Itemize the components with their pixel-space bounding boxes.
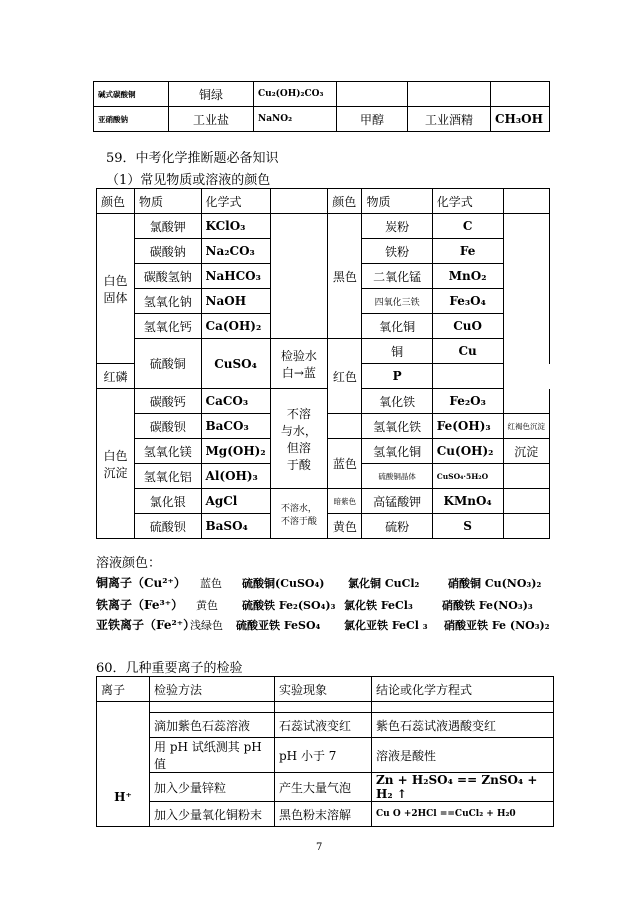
- method-cell: 用 pH 试纸测其 pH 值: [150, 738, 275, 773]
- top-table: [93, 81, 550, 132]
- header-cell: 物质: [135, 189, 201, 214]
- formula: CuO: [432, 314, 503, 339]
- substance-name: 氢氧化镁: [135, 439, 201, 464]
- substance-name: 氢氧化铜: [362, 439, 432, 464]
- formula: Fe₂O₃: [432, 389, 503, 414]
- substance-name: 碳酸氢钠: [135, 264, 201, 289]
- color-label: 黑色: [328, 214, 362, 339]
- method-cell: 滴加紫色石蕊溶液: [150, 713, 275, 738]
- formula: Mg(OH)₂: [201, 439, 270, 464]
- table-row: [97, 389, 550, 414]
- note-cell: 不溶 与水， 但溶 于酸: [270, 389, 328, 489]
- conclusion-cell: Zn + H₂SO₄ == ZnSO₄ + H₂ ↑: [372, 773, 554, 802]
- header-cell: 化学式: [432, 189, 503, 214]
- conclusion-cell: Cu O +2HCl ==CuCl₂ + H₂0: [372, 802, 554, 827]
- table-cell: 铜绿: [169, 82, 254, 107]
- table-row: [97, 702, 554, 713]
- empty-cell: [503, 389, 550, 414]
- ion-label: H⁺: [97, 702, 150, 827]
- substance-name: 硫酸铜晶体: [362, 464, 432, 489]
- formula: P: [362, 364, 432, 389]
- empty-cell: [503, 214, 550, 239]
- empty-cell: [372, 702, 554, 713]
- section-60-title: 60．几种重要离子的检验: [96, 661, 243, 676]
- formula: KMnO₄: [432, 489, 503, 514]
- phenomenon-cell: 黑色粉末溶解: [275, 802, 372, 827]
- empty-cell: [503, 289, 550, 314]
- substance-name: 氧化铁: [362, 389, 432, 414]
- color-label: 蓝色: [328, 439, 362, 489]
- substance-name: 碳酸钠: [135, 239, 201, 264]
- table-cell: CH₃OH: [491, 107, 550, 132]
- empty-cell: [328, 414, 362, 439]
- group-label: 白色 沉淀: [97, 389, 135, 539]
- compound: 氯化铁 FeCl₃: [344, 599, 413, 612]
- note-cell: 不溶水， 不溶于酸: [270, 489, 328, 539]
- compound: 硫酸亚铁 FeSO₄: [236, 619, 321, 632]
- header-cell: 颜色: [328, 189, 362, 214]
- substance-name: 四氧化三铁: [362, 289, 432, 314]
- ion-label: 铁离子（Fe³⁺）: [96, 598, 184, 612]
- color-word: 黄色: [196, 599, 218, 612]
- formula: MnO₂: [432, 264, 503, 289]
- compound: 硝酸铁 Fe(NO₃)₃: [442, 599, 533, 612]
- formula: C: [432, 214, 503, 239]
- header-cell: 实验现象: [275, 677, 372, 702]
- empty-cell: [270, 214, 328, 339]
- compound: 硫酸铁 Fe₂(SO₄)₃: [242, 599, 336, 612]
- section-59-title: 59．中考化学推断题必备知识: [106, 151, 279, 166]
- empty-cell: [432, 364, 503, 389]
- header-cell: 化学式: [201, 189, 270, 214]
- group-label: 白色 固体: [97, 214, 135, 364]
- table-cell: 工业酒精: [408, 107, 491, 132]
- substance-name: 碳酸钡: [135, 414, 201, 439]
- table-row: [94, 107, 550, 132]
- compound: 氯化亚铁 FeCl ₃: [344, 619, 428, 632]
- substance-name: 炭粉: [362, 214, 432, 239]
- table-row: [97, 713, 554, 738]
- substance-name: 硫酸钡: [135, 514, 201, 539]
- note-text: 红褐色沉淀: [503, 414, 550, 439]
- table-cell: [491, 82, 550, 107]
- table-cell: 碱式碳酸铜: [94, 82, 169, 107]
- table-cell: 工业盐: [169, 107, 254, 132]
- compound: 硝酸亚铁 Fe (NO₃)₂: [444, 619, 550, 632]
- formula: CuSO₄·5H₂O: [432, 464, 503, 489]
- table-cell: 甲醇: [337, 107, 408, 132]
- empty-cell: [150, 702, 275, 713]
- method-cell: 加入少量氧化铜粉末: [150, 802, 275, 827]
- substance-name: 铜: [362, 339, 432, 364]
- ion-label: 亚铁离子（Fe²⁺）: [96, 618, 196, 632]
- empty-cell: [275, 702, 372, 713]
- compound: 硝酸铜 Cu(NO₃)₂: [448, 577, 542, 590]
- formula: Fe: [432, 239, 503, 264]
- table-row: [97, 802, 554, 827]
- empty-cell: [503, 339, 550, 364]
- empty-cell: [503, 239, 550, 264]
- formula: KClO₃: [201, 214, 270, 239]
- empty-cell: [503, 489, 550, 514]
- substance-name: 硫酸铜: [135, 339, 201, 389]
- formula: BaSO₄: [201, 514, 270, 539]
- formula: Ca(OH)₂: [201, 314, 270, 339]
- ion-test-table: [96, 676, 554, 827]
- color-label: 暗紫色: [328, 489, 362, 514]
- page-number: 7: [316, 842, 323, 853]
- table-cell: NaNO₂: [254, 107, 337, 132]
- conclusion-cell: 溶液是酸性: [372, 738, 554, 773]
- phenomenon-cell: pH 小于 7: [275, 738, 372, 773]
- substance-name: 氯酸钾: [135, 214, 201, 239]
- substance-name: 硫粉: [362, 514, 432, 539]
- compound: 氯化铜 CuCl₂: [348, 577, 420, 590]
- empty-cell: [503, 314, 550, 339]
- color-word: 浅绿色: [190, 619, 223, 632]
- table-row: [97, 489, 550, 514]
- method-cell: 加入少量锌粒: [150, 773, 275, 802]
- formula: CuSO₄: [201, 339, 270, 389]
- substance-name: 氢氧化钠: [135, 289, 201, 314]
- formula: Fe(OH)₃: [432, 414, 503, 439]
- substance-name: 红磷: [97, 364, 135, 389]
- table-cell: [408, 82, 491, 107]
- color-label: 黄色: [328, 514, 362, 539]
- formula: S: [432, 514, 503, 539]
- substance-name: 氢氧化铁: [362, 414, 432, 439]
- conclusion-cell: 紫色石蕊试液遇酸变红: [372, 713, 554, 738]
- phenomenon-cell: 产生大量气泡: [275, 773, 372, 802]
- solution-colors-title: 溶液颜色：: [96, 556, 162, 571]
- color-word: 蓝色: [200, 577, 222, 590]
- table-cell: Cu₂(OH)₂CO₃: [254, 82, 337, 107]
- table-cell: 亚硝酸钠: [94, 107, 169, 132]
- header-cell: 颜色: [97, 189, 135, 214]
- color-label: 红色: [328, 339, 362, 414]
- section-59-subtitle: （1）常见物质或溶液的颜色: [106, 173, 271, 188]
- formula: CaCO₃: [201, 389, 270, 414]
- substance-name: 氧化铜: [362, 314, 432, 339]
- header-cell: [503, 189, 550, 214]
- empty-cell: [503, 464, 550, 489]
- table-row: [97, 677, 554, 702]
- empty-cell: [503, 264, 550, 289]
- formula: Na₂CO₃: [201, 239, 270, 264]
- table-row: [97, 214, 550, 239]
- ion-label: 铜离子（Cu²⁺）: [96, 576, 186, 590]
- table-row: [94, 82, 550, 107]
- formula: AgCl: [201, 489, 270, 514]
- header-cell: 结论或化学方程式: [372, 677, 554, 702]
- table-row: [97, 189, 550, 214]
- note-cell: 检验水 白→蓝: [270, 339, 328, 389]
- formula: BaCO₃: [201, 414, 270, 439]
- header-cell: 离子: [97, 677, 150, 702]
- table-cell: [337, 82, 408, 107]
- substance-name: 铁粉: [362, 239, 432, 264]
- formula: Cu(OH)₂: [432, 439, 503, 464]
- phenomenon-cell: 石蕊试液变红: [275, 713, 372, 738]
- formula: NaHCO₃: [201, 264, 270, 289]
- formula: NaOH: [201, 289, 270, 314]
- formula: Cu: [432, 339, 503, 364]
- formula: Al(OH)₃: [201, 464, 270, 489]
- substance-name: 二氧化锰: [362, 264, 432, 289]
- empty-cell: [503, 514, 550, 539]
- substance-name: 氢氧化铝: [135, 464, 201, 489]
- substance-name: 氯化银: [135, 489, 201, 514]
- table-row: [97, 738, 554, 773]
- compound: 硫酸铜(CuSO₄): [242, 577, 325, 590]
- color-table: [96, 188, 550, 539]
- formula: Fe₃O₄: [432, 289, 503, 314]
- header-cell: [270, 189, 328, 214]
- substance-name: 碳酸钙: [135, 389, 201, 414]
- substance-name: 高锰酸钾: [362, 489, 432, 514]
- substance-name: 氢氧化钙: [135, 314, 201, 339]
- note-text: 沉淀: [503, 439, 550, 464]
- header-cell: 检验方法: [150, 677, 275, 702]
- table-row: [97, 773, 554, 802]
- table-row: [97, 339, 550, 364]
- header-cell: 物质: [362, 189, 432, 214]
